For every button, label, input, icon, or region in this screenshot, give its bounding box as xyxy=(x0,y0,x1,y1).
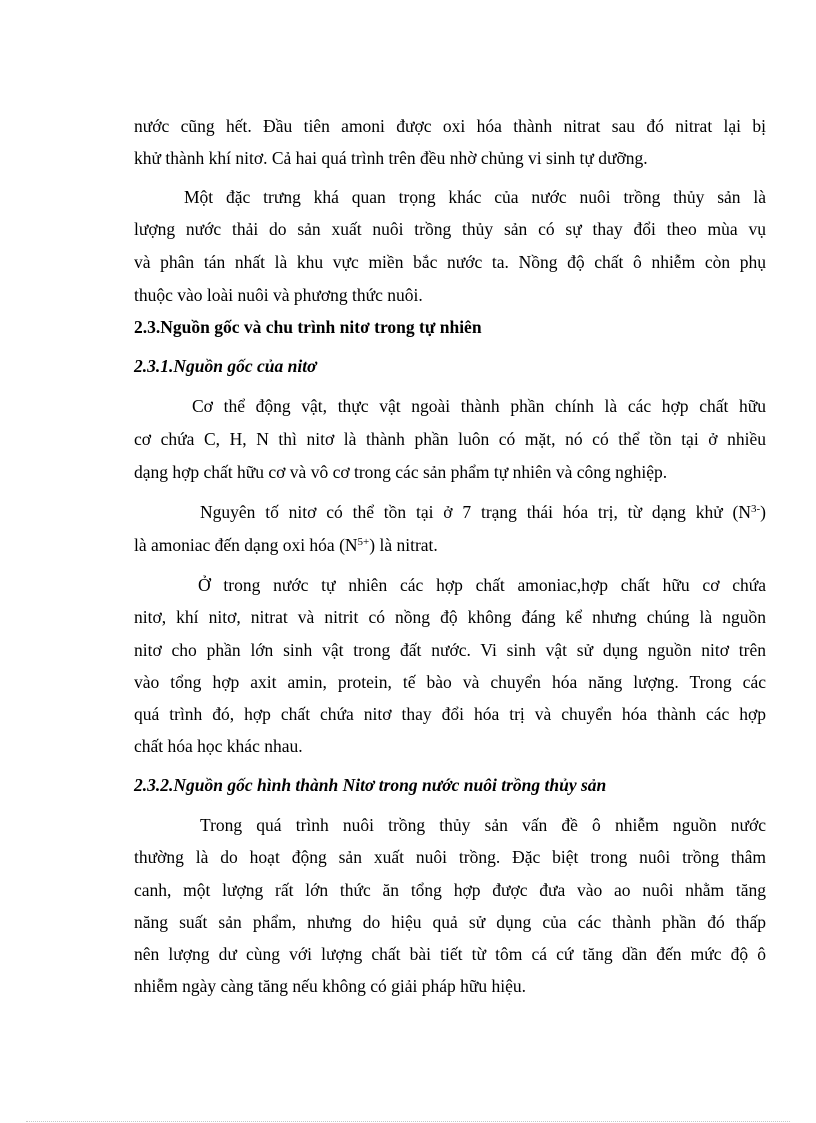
paragraph-line: năng suất sản phẩm, nhưng do hiệu quả sử dụng của các thành phần đó thấp xyxy=(134,912,766,932)
paragraph-line: thuộc vào loài nuôi và phương thức nuôi. xyxy=(134,285,423,305)
paragraph-line: và phân tán nhất là khu vực miền bắc nước ta. Nồng độ chất ô nhiễm còn phụ xyxy=(134,252,766,272)
paragraph-line: Cơ thể động vật, thực vật ngoài thành phần chính là các hợp chất hữu xyxy=(192,396,766,416)
paragraph-line: chất hóa học khác nhau. xyxy=(134,736,303,756)
paragraph-line: thường là do hoạt động sản xuất nuôi trồng. Đặc biệt trong nuôi trồng thâm xyxy=(134,847,766,867)
paragraph-line: Một đặc trưng khá quan trọng khác của nước nuôi trồng thủy sản là xyxy=(184,187,766,207)
paragraph-line: nên lượng dư cùng với lượng chất bài tiết từ tôm cá cứ tăng dần đến mức độ ô xyxy=(134,944,766,964)
paragraph-line: nitơ, khí nitơ, nitrat và nitrit có nồng độ không đáng kể nhưng chúng là nguồn xyxy=(134,607,766,627)
text-run: ) là nitrat. xyxy=(369,535,438,555)
paragraph-line-with-superscript xyxy=(134,534,766,556)
superscript: 5+ xyxy=(357,536,370,548)
text-run: là amoniac đến dạng oxi hóa (N xyxy=(134,535,358,555)
text-run: Nguyên tố nitơ có thể tồn tại ở 7 trạng thái hóa trị, từ dạng khử (N xyxy=(200,502,751,522)
subsection-heading: 2.3.1.Nguồn gốc của nitơ xyxy=(134,356,317,376)
paragraph-line: canh, một lượng rất lớn thức ăn tổng hợp được đưa vào ao nuôi nhằm tăng xyxy=(134,880,766,900)
paragraph-line: lượng nước thải do sản xuất nuôi trồng thủy sản có sự thay đổi theo mùa vụ xyxy=(134,219,766,239)
section-heading: 2.3.Nguồn gốc và chu trình nitơ trong tự nhiên xyxy=(134,317,482,337)
paragraph-line: quá trình đó, hợp chất chứa nitơ thay đổi hóa trị và chuyển hóa thành các hợp xyxy=(134,704,766,724)
paragraph-line: khử thành khí nitơ. Cả hai quá trình trên đều nhờ chủng vi sinh tự dưỡng. xyxy=(134,148,648,168)
text-run: ) xyxy=(760,502,766,522)
subsection-heading: 2.3.2.Nguồn gốc hình thành Nitơ trong nước nuôi trồng thủy sản xyxy=(134,775,607,795)
paragraph-line: vào tổng hợp axit amin, protein, tế bào và chuyển hóa năng lượng. Trong các xyxy=(134,672,766,692)
paragraph-line: cơ chứa C, H, N thì nitơ là thành phần luôn có mặt, nó có thể tồn tại ở nhiều xyxy=(134,429,766,449)
paragraph-line: Ở trong nước tự nhiên các hợp chất amoniac,hợp chất hữu cơ chứa xyxy=(198,575,766,595)
paragraph-line: Trong quá trình nuôi trồng thủy sản vấn đề ô nhiễm nguồn nước xyxy=(200,815,766,835)
paragraph-line: nhiễm ngày càng tăng nếu không có giải pháp hữu hiệu. xyxy=(134,976,526,996)
paragraph-line-with-superscript xyxy=(200,501,766,523)
paragraph-line: dạng hợp chất hữu cơ và vô cơ trong các sản phẩm tự nhiên và công nghiệp. xyxy=(134,462,668,482)
page-bottom-border xyxy=(26,1121,790,1122)
paragraph-line: nitơ cho phần lớn sinh vật trong đất nước. Vi sinh vật sử dụng nguồn nitơ trên xyxy=(134,640,766,660)
superscript: 3- xyxy=(751,503,761,515)
paragraph-line: nước cũng hết. Đầu tiên amoni được oxi hóa thành nitrat sau đó nitrat lại bị xyxy=(134,116,766,136)
